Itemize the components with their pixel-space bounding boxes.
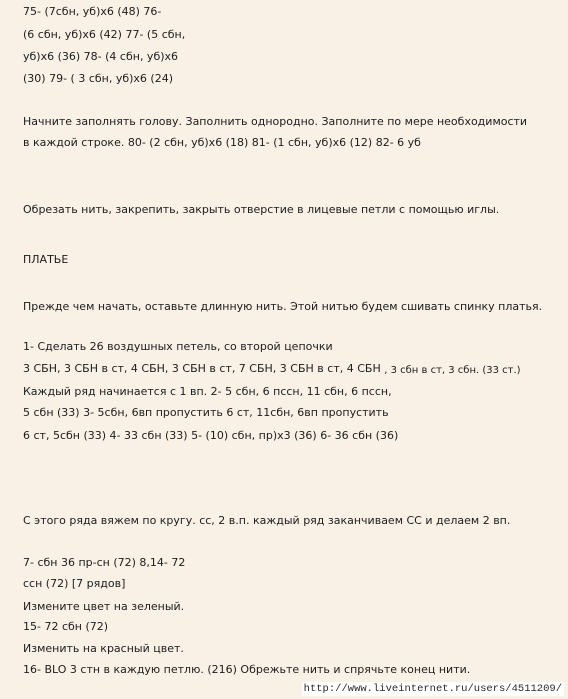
text-line: 15- 72 сбн (72) <box>23 620 109 633</box>
text-line: ссн (72) [7 рядов] <box>23 577 126 590</box>
text-line: 6 ст, 5сбн (33) 4- 33 сбн (33) 5- (10) сбн, пр)х3 (36) 6- 36 сбн (36) <box>23 429 399 442</box>
section-heading: ПЛАТЬЕ <box>23 253 69 266</box>
text-line: Начните заполнять голову. Заполнить однородно. Заполните по мере необходимости <box>23 115 528 128</box>
text-line: 5 сбн (33) 3- 5сбн, 6вп пропустить 6 ст, 11сбн, 6вп пропустить <box>23 406 389 419</box>
text-line: Измените цвет на зеленый. <box>23 600 185 613</box>
text-line: Изменить на красный цвет. <box>23 642 184 655</box>
text-line: Каждый ряд начинается с 1 вп. 2- 5 сбн, 6 пссн, 11 сбн, 6 пссн, <box>23 385 392 398</box>
text-line <box>23 362 521 377</box>
text-line: 75- (7сбн, уб)х6 (48) 76- <box>23 5 162 18</box>
text-line: в каждой строке. 80- (2 сбн, уб)х6 (18) 81- (1 сбн, уб)х6 (12) 82- 6 уб <box>23 136 421 149</box>
text-line: Обрезать нить, закрепить, закрыть отверстие в лицевые петли с помощью иглы. <box>23 203 500 216</box>
text-line: Прежде чем начать, оставьте длинную нить. Этой нитью будем сшивать спинку платья. <box>23 300 543 313</box>
watermark-url: http://www.liveinternet.ru/users/4511209/ <box>303 683 562 695</box>
text-line: 1- Сделать 26 воздушных петель, со второй цепочки <box>23 340 333 353</box>
text-line: уб)х6 (36) 78- (4 сбн, уб)х6 <box>23 50 179 63</box>
text-line: 7- сбн 36 пр-сн (72) 8,14- 72 <box>23 556 186 569</box>
text-line: (6 сбн, уб)х6 (42) 77- (5 сбн, <box>23 28 186 41</box>
text-line: 16- BLO 3 стн в каждую петлю. (216) Обрежьте нить и спрячьте конец нити. <box>23 663 471 676</box>
text-segment: 3 СБН, 3 СБН в ст, 4 СБН, 3 СБН в ст, 7 СБН, 3 СБН в ст, 4 СБН <box>23 362 381 375</box>
text-line: (30) 79- ( 3 сбн, уб)х6 (24) <box>23 72 174 85</box>
text-segment: , 3 сбн в ст, 3 сбн. (33 ст.) <box>384 365 521 376</box>
text-line: С этого ряда вяжем по кругу. сс, 2 в.п. каждый ряд заканчиваем СС и делаем 2 вп. <box>23 514 511 527</box>
